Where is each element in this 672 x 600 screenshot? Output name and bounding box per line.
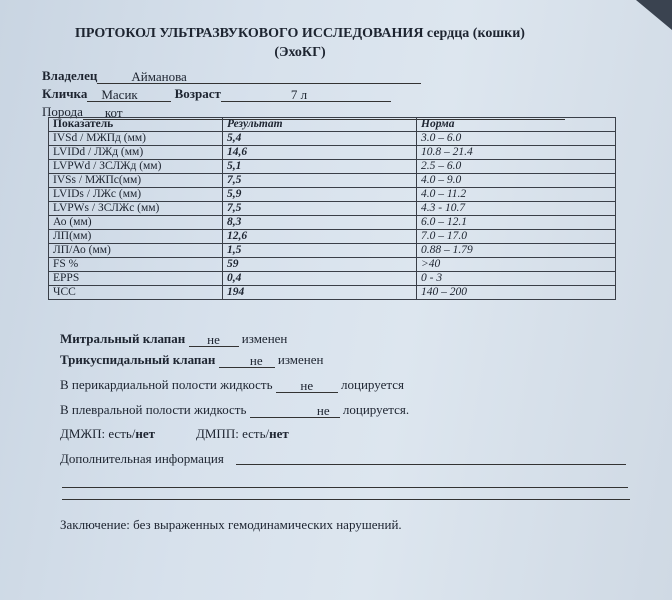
owner-label: Владелец [42,68,98,83]
cell-norm: >40 [417,258,616,272]
pleural-row [60,402,409,418]
owner-value: Айманова [131,69,187,84]
mitral-row [60,331,287,347]
cell-indicator: IVSd / МЖПд (мм) [49,132,223,146]
cell-result: 14,6 [223,146,417,160]
cell-norm: 4.0 – 11.2 [417,188,616,202]
cell-result: 0,4 [223,272,417,286]
dmzhp-value: нет [135,426,156,441]
title-line-1: ПРОТОКОЛ УЛЬТРАЗВУКОВОГО ИССЛЕДОВАНИЯ сердца (кошки) [75,26,525,41]
cell-indicator: LVIDs / ЛЖс (мм) [49,188,223,202]
dark-corner [612,0,672,30]
age-label: Возраст [174,86,221,101]
pleural-value: не [316,403,330,418]
name-value: Масик [101,87,138,102]
cell-result: 5,4 [223,132,417,146]
table-row [49,216,616,230]
owner-row [42,68,421,84]
mitral-label: Митральный клапан [60,331,186,346]
extra-info-label: Дополнительная информация [60,451,224,466]
tricuspid-tail: изменен [277,352,324,367]
table-row [49,188,616,202]
dmzhp-label: ДМЖП: есть/ [60,426,136,441]
tricuspid-value: не [249,353,263,368]
table-row [49,160,616,174]
table-row [49,244,616,258]
cell-result: 7,5 [223,174,417,188]
cell-norm: 2.5 – 6.0 [417,160,616,174]
dmpp-row [196,426,289,442]
cell-norm: 7.0 – 17.0 [417,230,616,244]
pericard-label: В перикардиальной полости жидкость [60,377,273,392]
echo-table [48,117,616,300]
pericard-value: не [300,378,314,393]
table-header-row [49,118,616,132]
dmpp-value: нет [269,426,289,441]
cell-norm: 140 – 200 [417,286,616,300]
cell-indicator: ЧСС [49,286,223,300]
title-line-2: (ЭхоКГ) [274,45,326,60]
mitral-tail: изменен [241,331,288,346]
header-norm: Норма [417,118,616,132]
table-row [49,258,616,272]
document-title [40,24,560,62]
cell-indicator: Ао (мм) [49,216,223,230]
cell-indicator: ЛП(мм) [49,230,223,244]
cell-indicator: LVPWd / ЗСЛЖд (мм) [49,160,223,174]
cell-result: 1,5 [223,244,417,258]
header-indicator: Показатель [49,118,223,132]
table-row [49,286,616,300]
cell-indicator: EPPS [49,272,223,286]
breed-value: кот [104,105,123,120]
cell-result: 194 [223,286,417,300]
cell-result: 5,9 [223,188,417,202]
breed-label: Порода [42,104,83,119]
cell-result: 12,6 [223,230,417,244]
cell-indicator: IVSs / МЖПс(мм) [49,174,223,188]
pericard-tail: лоцируется [341,377,404,392]
cell-norm: 4.0 – 9.0 [417,174,616,188]
dmpp-label: ДМПП: есть/ [196,426,270,441]
cell-norm: 0.88 – 1.79 [417,244,616,258]
cell-indicator: FS % [49,258,223,272]
table-body [49,132,616,300]
extra-info-line-2 [62,487,628,488]
pleural-label: В плевральной полости жидкость [60,402,247,417]
extra-info-line-3 [62,499,630,500]
cell-norm: 4.3 - 10.7 [417,202,616,216]
cell-result: 5,1 [223,160,417,174]
dmzhp-row [60,426,155,442]
tricuspid-label: Трикуспидальный клапан [60,352,216,367]
cell-norm: 10.8 – 21.4 [417,146,616,160]
table-row [49,230,616,244]
pleural-tail: лоцируется. [342,402,410,417]
table-row [49,132,616,146]
pericard-row [60,377,404,393]
conclusion: Заключение: без выраженных гемодинамических нарушений. [60,517,402,532]
tricuspid-row [60,352,323,368]
table-row [49,146,616,160]
extra-info-line-1 [236,464,626,465]
cell-indicator: ЛП/Ао (мм) [49,244,223,258]
name-label: Кличка [42,86,88,101]
cell-norm: 0 - 3 [417,272,616,286]
table-row [49,174,616,188]
cell-norm: 6.0 – 12.1 [417,216,616,230]
cell-indicator: LVPWs / ЗСЛЖс (мм) [49,202,223,216]
cell-result: 8,3 [223,216,417,230]
name-row [42,86,391,102]
cell-result: 7,5 [223,202,417,216]
cell-result: 59 [223,258,417,272]
mitral-value: не [207,332,220,347]
table-row [49,272,616,286]
header-result: Результат [223,118,417,132]
age-value: 7 л [290,87,308,102]
cell-norm: 3.0 – 6.0 [417,132,616,146]
cell-indicator: LVIDd / ЛЖд (мм) [49,146,223,160]
table-row [49,202,616,216]
